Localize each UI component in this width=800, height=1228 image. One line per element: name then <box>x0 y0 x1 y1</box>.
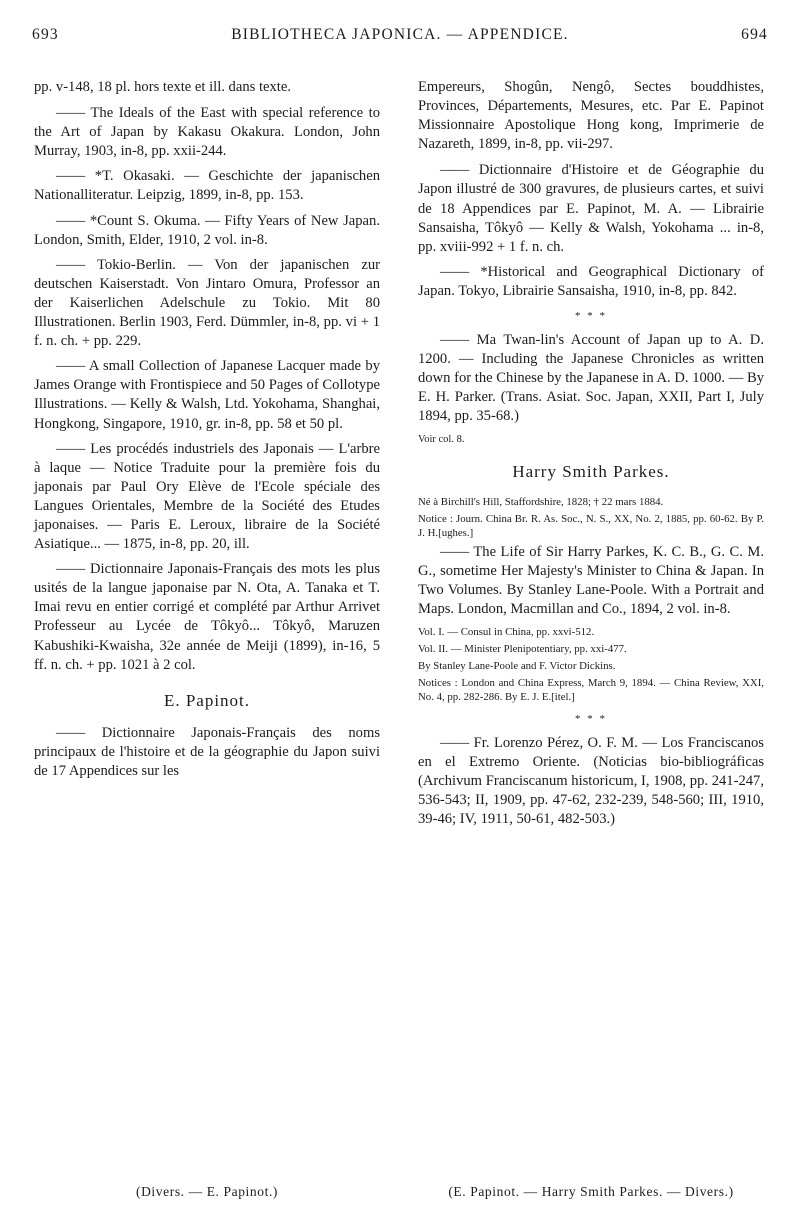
continuation-text: pp. v-148, 18 pl. hors texte et ill. dans texte. <box>34 79 291 95</box>
volume-note: By Stanley Lane-Poole and F. Victor Dickins. <box>418 659 616 672</box>
page-number-right: 694 <box>741 26 768 43</box>
section-separator: * * * <box>575 712 607 725</box>
bib-entry: —— The Ideals of the East with special reference to the Art of Japan by Kakasu Okakura. London, John Murray, 1903, in-8, pp. xxii-244. <box>34 105 380 160</box>
bib-entry: —— Dictionnaire Japonais-Français des noms principaux de l'histoire et de la géographie du Japon suivi de 17 Appendices sur les <box>34 724 380 779</box>
biographical-note: Né à Birchill's Hill, Staffordshire, 1828; † 22 mars 1884. <box>418 495 664 508</box>
bib-entry: —— *Count S. Okuma. — Fifty Years of New Japan. London, Smith, Elder, 1910, 2 vol. in-8. <box>34 212 380 248</box>
bib-entry: —— Dictionnaire Japonais-Français des mots les plus usités de la langue japonaise par N. Ota, A. Tanaka et T. Imai revu en entier corrigé et complété par Arthur Arrivet Professeur au Lycée de Tôkyô... Tôkyô, Maruzen Kabushiki-Kwaisha, 32e année de Meiji (1899), in-16, 5 ff. n. ch. + pp. 1021 à 2 col. <box>34 561 380 673</box>
biographical-note: Notice : Journ. China Br. R. As. Soc., N. S., XX, No. 2, 1885, pp. 60-62. By P. J. H.[ughes.] <box>418 512 764 539</box>
continuation-text: Empereurs, Shogûn, Nengô, Sectes bouddhistes, Provinces, Départements, Mesures, etc. Par E. Papinot Missionnaire Apostolique Hong kong, Imprimerie de Nazareth, 1899, in-8, pp. vii-297. <box>418 79 764 153</box>
bib-entry: —— Fr. Lorenzo Pérez, O. F. M. — Los Franciscanos en el Extremo Oriente. (Noticias bio-bibliográficas (Archivum Franciscanum historicum, I, 1908, pp. 241-247, 536-543; II, 1909, pp. 47-62, 232-239, 548-560; III, 1910, 39-46; IV, 1911, 50-61, 482-503.) <box>418 734 764 828</box>
volume-note: Vol. II. — Minister Plenipotentiary, pp. xxi-477. <box>418 642 627 655</box>
bib-entry: —— A small Collection of Japanese Lacquer made by James Orange with Frontispiece and 50 Pages of Collotype Illustrations. — Kelly & Walsh, Ltd. Yokohama, Shanghai, Hongkong, Singapore, 1910, gr. in-8, pp. 58 et 50 pl. <box>34 358 380 432</box>
volume-note: Vol. I. — Consul in China, pp. xxvi-512. <box>418 625 595 638</box>
right-column <box>418 78 764 835</box>
bib-entry: —— *T. Okasaki. — Geschichte der japanischen Nationalliteratur. Leipzig, 1899, in-8, pp. 153. <box>34 168 380 204</box>
section-separator: * * * <box>575 310 607 323</box>
bib-entry: —— The Life of Sir Harry Parkes, K. C. B., G. C. M. G., sometime Her Majesty's Minister to China & Japan. In Two Volumes. By Stanley Lane-Poole. With a Portrait and Maps. London, Macmillan and Co., 1894, 2 vol. in-8. <box>418 543 764 617</box>
bib-entry: —— Tokio-Berlin. — Von der japanischen zur deutschen Kaiserstadt. Von Jintaro Omura, Professor an der Kaiserlichen Adelschule zu Tokio. Mit 80 Illustrationen. Berlin 1903, Ferd. Dümmler, in-8, pp. vi + 1 f. n. ch. + pp. 229. <box>34 256 380 350</box>
page-number-left: 693 <box>32 26 59 43</box>
footer-right: (E. Papinot. — Harry Smith Parkes. — Divers.) <box>448 1184 734 1199</box>
section-heading: E. Papinot. <box>163 690 251 710</box>
bib-entry: —— Les procédés industriels des Japonais — L'arbre à laque — Notice Traduite pour la première fois du japonais par Paul Ory Elève de l'Ecole spéciale des Langues Orientales, Membre de la Société des Etudes japonaises. — Paris E. Leroux, libraire de la Société Asiatique... — 1875, in-8, pp. 20, ill. <box>34 440 380 553</box>
bib-entry: —— Dictionnaire d'Histoire et de Géographie du Japon illustré de 300 gravures, de plusieurs cartes, et suivi de 18 Appendices par E. Papinot, M. A. — Librairie Sansaisha, Tôkyô — Kelly & Walsh, Yokohama ... in-8, pp. xviii-992 + 1 f. n. ch. <box>418 162 764 255</box>
volume-note: Notices : London and China Express, March 9, 1894. — China Review, XXI, No. 4, pp. 282-286. By E. J. E.[itel.] <box>418 676 764 703</box>
bib-entry: —— *Historical and Geographical Dictionary of Japan. Tokyo, Librairie Sansaisha, 1910, in-8, pp. 842. <box>418 263 764 299</box>
section-heading: Harry Smith Parkes. <box>512 461 670 481</box>
cross-reference: Voir col. 8. <box>418 433 465 445</box>
left-column <box>34 78 380 787</box>
footer-left: (Divers. — E. Papinot.) <box>135 1184 279 1199</box>
bib-entry: —— Ma Twan-lin's Account of Japan up to A. D. 1200. — Including the Japanese Chronicles as written down for the Chinese by the Japanese in A. D. 1000. — By E. H. Parker. (Trans. Asiat. Soc. Japan, XXII, Part I, July 1894, pp. 35-68.) <box>418 332 764 425</box>
running-head <box>32 26 768 54</box>
running-title: BIBLIOTHECA JAPONICA. — APPENDICE. <box>231 26 569 43</box>
